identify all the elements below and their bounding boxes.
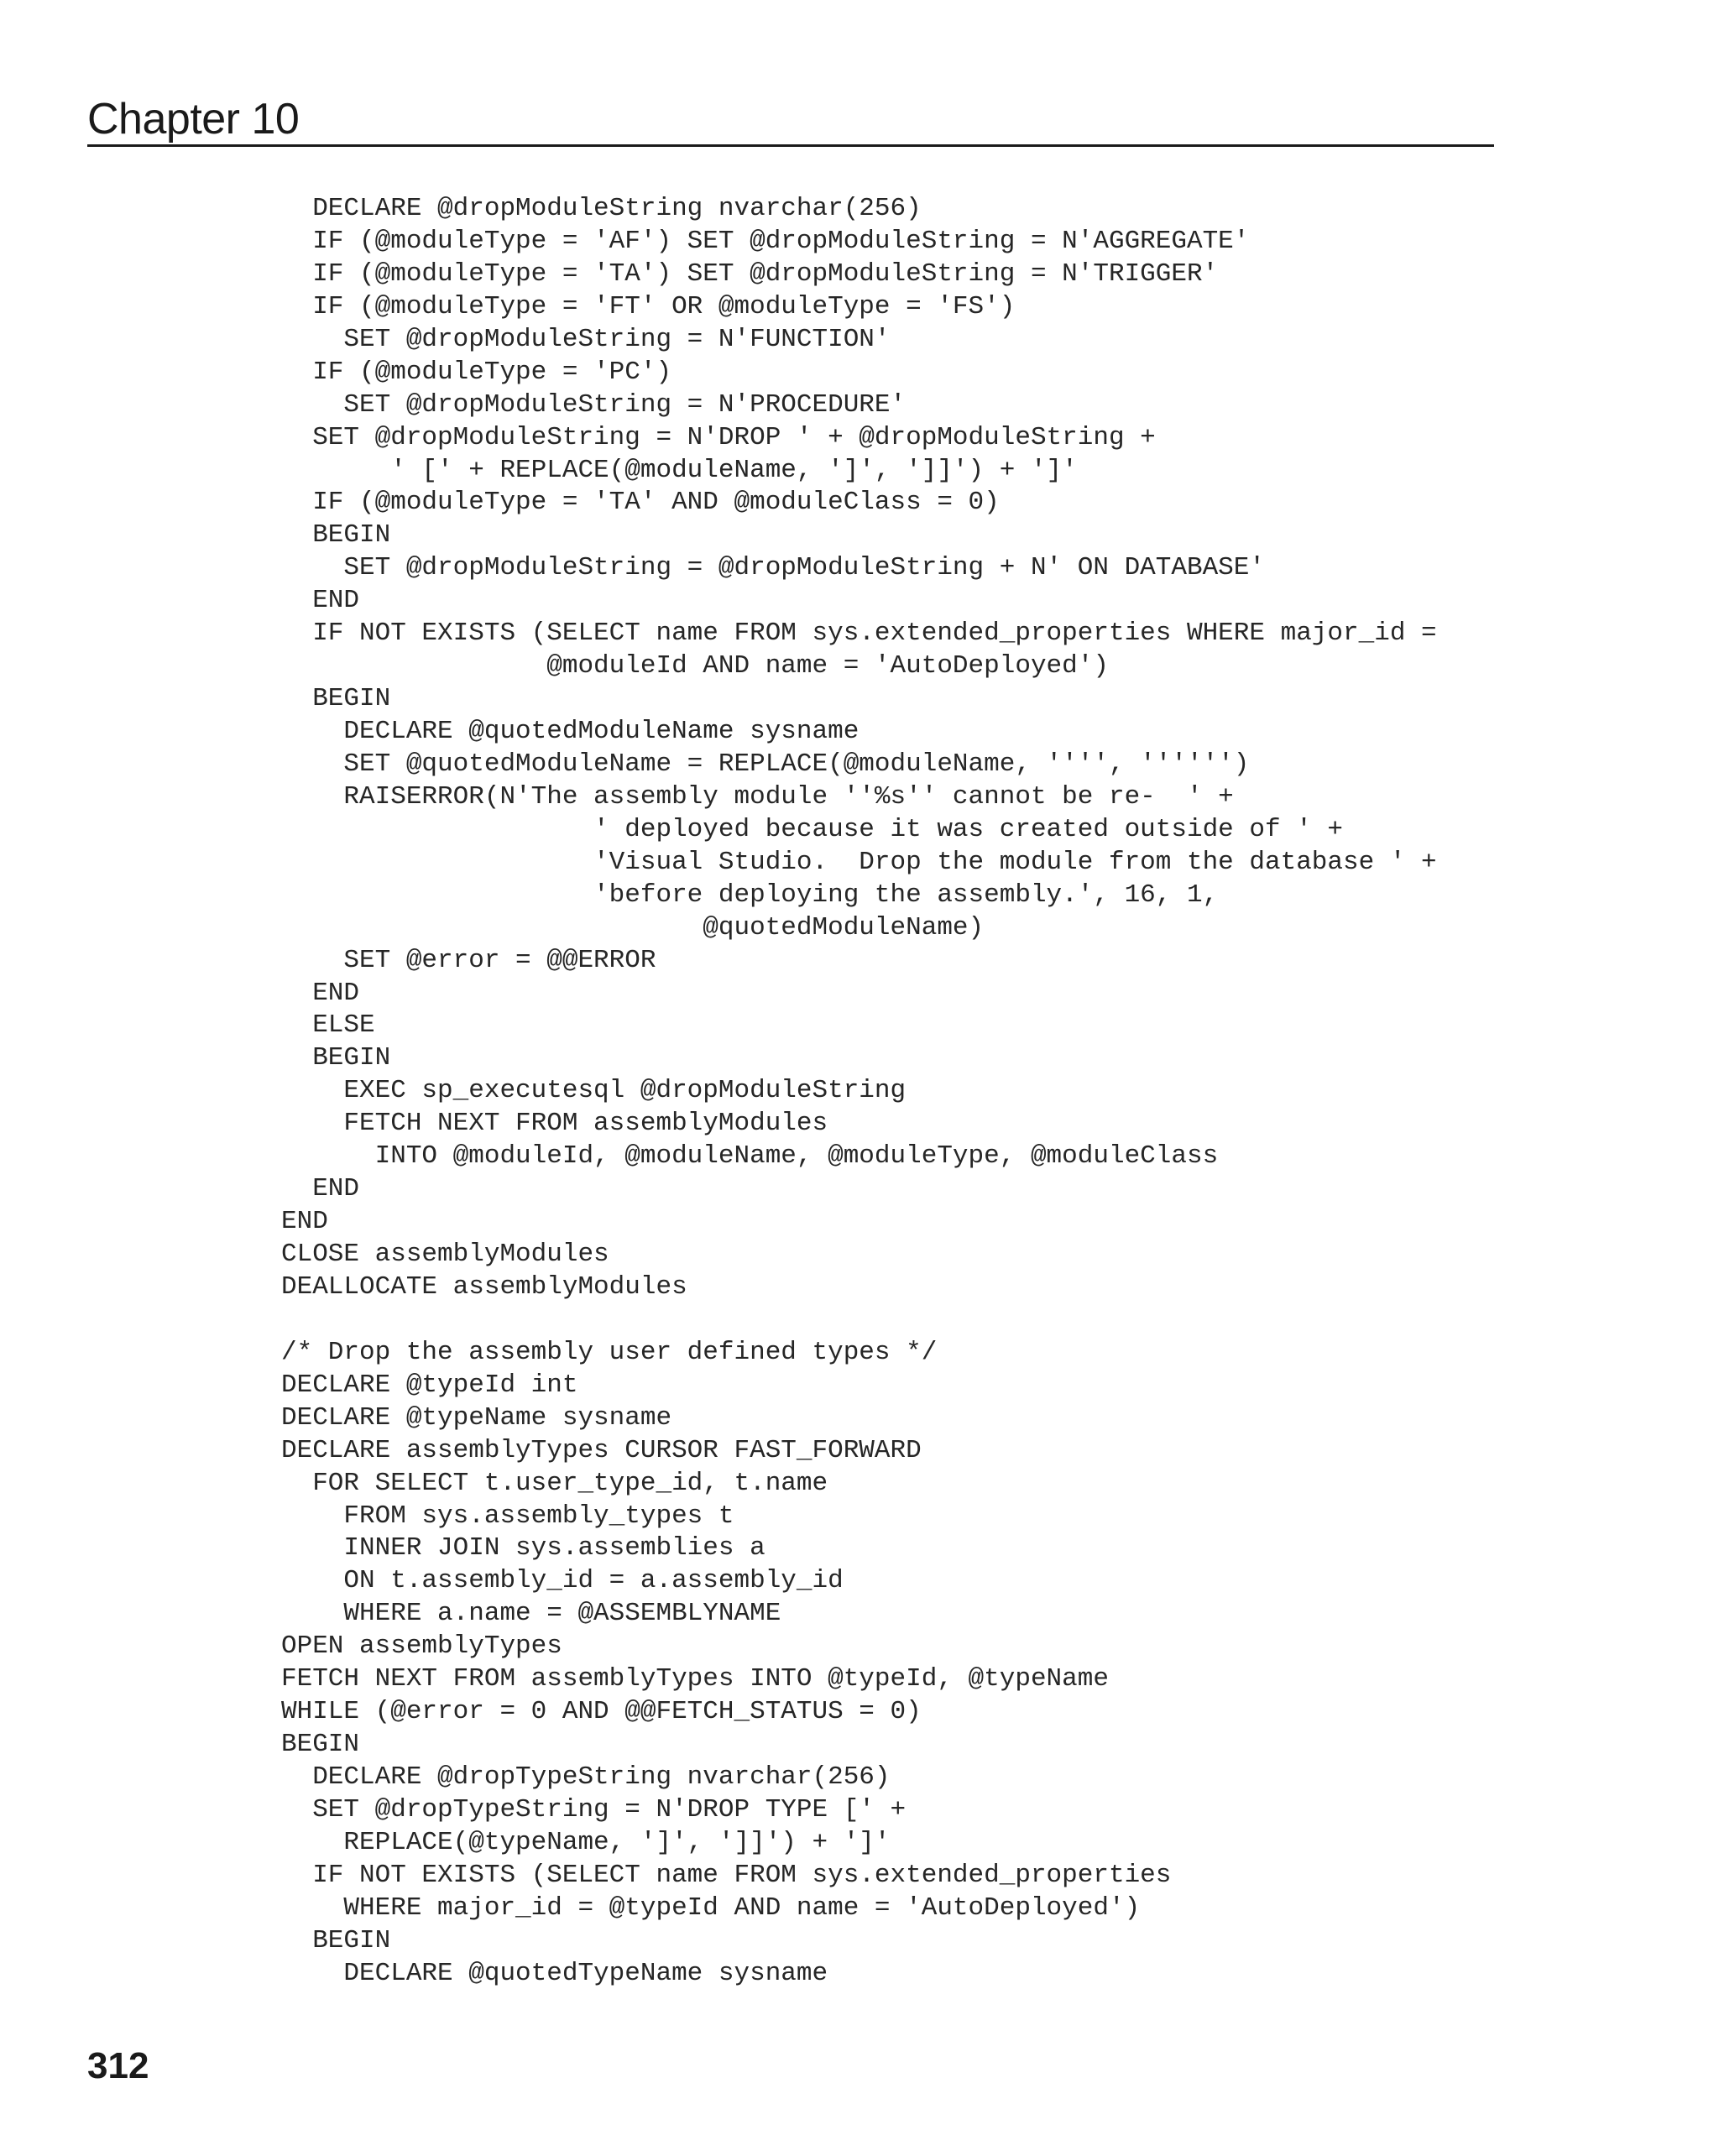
code-line: SET @dropModuleString = N'DROP ' + @dropModuleString + [281, 422, 1156, 452]
code-line: INNER JOIN sys.assemblies a [281, 1533, 765, 1563]
chapter-header [87, 91, 1494, 147]
code-line: DECLARE @dropTypeString nvarchar(256) [281, 1762, 891, 1792]
code-line: ELSE [281, 1010, 375, 1041]
code-line: FROM sys.assembly_types t [281, 1501, 734, 1531]
code-line: IF (@moduleType = 'PC') [281, 357, 672, 387]
code-line: BEGIN [281, 1043, 391, 1073]
code-line: ' [' + REPLACE(@moduleName, ']', ']]') + ']' [281, 455, 1078, 485]
code-line: END [281, 1207, 328, 1237]
code-line: DECLARE @typeName sysname [281, 1402, 672, 1433]
code-line: SET @error = @@ERROR [281, 945, 656, 975]
code-line: IF NOT EXISTS (SELECT name FROM sys.extended_properties [281, 1860, 1172, 1890]
code-line: END [281, 1174, 360, 1204]
code-line: REPLACE(@typeName, ']', ']]') + ']' [281, 1827, 891, 1857]
code-line: ' deployed because it was created outside of ' + [281, 814, 1344, 844]
code-line: /* Drop the assembly user defined types */ [281, 1337, 938, 1367]
code-line: 'Visual Studio. Drop the module from the database ' + [281, 847, 1437, 877]
code-line: SET @dropModuleString = N'FUNCTION' [281, 324, 891, 354]
code-line: DECLARE @dropModuleString nvarchar(256) [281, 194, 922, 223]
code-line: DECLARE @quotedTypeName sysname [281, 1958, 828, 1988]
code-line: WHERE major_id = @typeId AND name = 'AutoDeployed') [281, 1892, 1141, 1923]
code-line: BEGIN [281, 1730, 360, 1760]
code-line: @moduleId AND name = 'AutoDeployed') [281, 651, 1109, 681]
code-line: SET @quotedModuleName = REPLACE(@moduleName, '''', '''''') [281, 749, 1250, 779]
code-line: SET @dropTypeString = N'DROP TYPE [' + [281, 1794, 907, 1825]
code-line: @quotedModuleName) [281, 912, 985, 942]
code-line: INTO @moduleId, @moduleName, @moduleType, @moduleClass [281, 1141, 1219, 1172]
code-line: WHILE (@error = 0 AND @@FETCH_STATUS = 0) [281, 1697, 922, 1727]
code-line: DECLARE @typeId int [281, 1370, 578, 1400]
code-line: BEGIN [281, 684, 391, 714]
code-line: IF NOT EXISTS (SELECT name FROM sys.extended_properties WHERE major_id = [281, 619, 1437, 649]
code-line: IF (@moduleType = 'FT' OR @moduleType = 'FS') [281, 291, 1016, 321]
code-line: IF (@moduleType = 'TA') SET @dropModuleString = N'TRIGGER' [281, 258, 1219, 289]
code-line: ON t.assembly_id = a.assembly_id [281, 1566, 844, 1596]
code-line: RAISERROR(N'The assembly module ''%s'' cannot be re- ' + [281, 781, 1234, 812]
code-line: SET @dropModuleString = N'PROCEDURE' [281, 389, 907, 420]
code-line: CLOSE assemblyModules [281, 1240, 609, 1269]
code-line: IF (@moduleType = 'AF') SET @dropModuleString = N'AGGREGATE' [281, 226, 1250, 256]
code-listing [281, 193, 1437, 1991]
code-line: EXEC sp_executesql @dropModuleString [281, 1076, 907, 1106]
page-number: 312 [87, 2045, 149, 2086]
code-line: DECLARE assemblyTypes CURSOR FAST_FORWARD [281, 1435, 922, 1465]
code-line: DECLARE @quotedModuleName sysname [281, 717, 860, 746]
code-line: END [281, 978, 360, 1008]
code-line: BEGIN [281, 520, 391, 551]
code-line: BEGIN [281, 1925, 391, 1955]
code-line: END [281, 586, 360, 616]
code-line: OPEN assemblyTypes [281, 1631, 562, 1662]
code-line: FETCH NEXT FROM assemblyTypes INTO @typeId, @typeName [281, 1664, 1109, 1694]
code-line: FOR SELECT t.user_type_id, t.name [281, 1468, 828, 1498]
chapter-title: Chapter 10 [87, 95, 300, 144]
code-line: FETCH NEXT FROM assemblyModules [281, 1109, 828, 1139]
code-line: SET @dropModuleString = @dropModuleString + N' ON DATABASE' [281, 553, 1265, 583]
code-line: 'before deploying the assembly.', 16, 1, [281, 880, 1219, 910]
code-line: WHERE a.name = @ASSEMBLYNAME [281, 1599, 781, 1629]
code-line: DEALLOCATE assemblyModules [281, 1271, 687, 1302]
code-line: IF (@moduleType = 'TA' AND @moduleClass = 0) [281, 488, 1000, 518]
